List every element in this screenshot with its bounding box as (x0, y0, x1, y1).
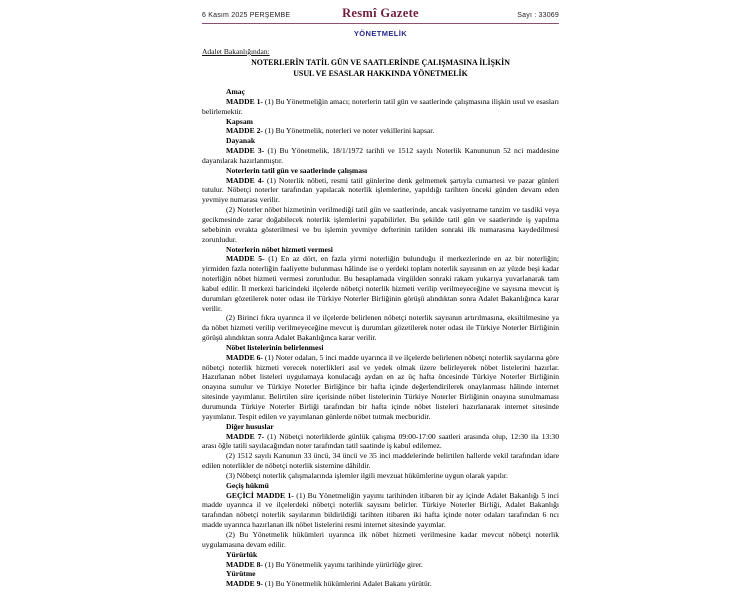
masthead-title: Resmî Gazete (342, 6, 419, 20)
article-paragraph: MADDE 7- (1) Nöbetçi noterliklerde günlük çalışma 09:00-17:00 saatleri arasında olup, 12:30 ila 13:30 arası öğle tatili sayılacağından noter tarafından tatil saatinde iş kabul edilemez. (202, 431, 559, 451)
article-number-lead: MADDE 2- (226, 126, 263, 136)
issue-number: Sayı : 33069 (517, 12, 559, 19)
article-number-lead: MADDE 4- (226, 175, 265, 185)
article-heading: Nöbet listelerinin belirlenmesi (226, 342, 324, 352)
content-column (202, 6, 559, 589)
article-paragraph: (2) Birinci fıkra uyarınca il ve ilçelerde belirlenen nöbetçi noterlik sayısının artırılmasına, eksiltilmesine ya da nöbet hizmeti verilip verilmeyeceğine mevcut iş durumları gözetilerek noter odası ile Türkiye Noterler Birliğinin görüşü alındıktan sonra Adalet Bakanlığınca karar verilir. (202, 313, 559, 343)
section-banner: YÖNETMELİK (353, 29, 408, 38)
article-paragraph: (2) Bu Yönetmelik hükümleri uyarınca ilk nöbet hizmeti verilmesine kadar mevcut nöbetçi noterlik uygulamasına devam edilir. (202, 529, 559, 549)
article-heading: Yürütme (226, 569, 256, 579)
article-number-lead: MADDE 7- (226, 431, 265, 441)
article-number-lead: GEÇİCİ MADDE 1- (226, 490, 294, 500)
article-number-lead: MADDE 9- (226, 579, 263, 589)
issuing-authority: Adalet Bakanlığından: (202, 47, 270, 56)
article-paragraph: MADDE 5- (1) En az dört, en fazla yirmi noterliğin bulunduğu il merkezlerinde en az bir noterliğin; yirmiden fazla noterliğin faaliyette bulunması hâlinde ise o yerdeki toplam noterlik sayısının en az yüzde beşi kadar noterliğin nöbet hizmeti vermesi zorunludur. Bu hesaplamada virgülden sonraki rakam yukarıya yuvarlanarak tam kabul edilir. İl merkezi haricindeki ilçelerde nöbetçi noterlik hizmeti verilip verilmeyeceğine ve sayısına mevcut iş durumları gözetilerek noter odası ile Türkiye Noterler Birliğinin görüşü alındıktan sonra Adalet Bakanlığınca karar verilir. (202, 254, 559, 313)
article-paragraph: MADDE 3- (1) Bu Yönetmelik, 18/1/1972 tarihli ve 1512 sayılı Noterlik Kanununun 52 nci maddesine dayanılarak hazırlanmıştır. (202, 146, 559, 165)
article-paragraph: MADDE 6- (1) Noter odaları, 5 inci madde uyarınca il ve ilçelerde belirlenen nöbetçi noterlik sayılarına göre nöbetçi noterlik hizmeti verecek noterlikleri asıl ve yedek olmak üzere belirleyerek nöbet listelerini hazırlar. Hazırlanan nöbet listeleri uygulamaya konulacağı aydan en az üç hafta öncesinde Türkiye Noterler Birliğinin onayına sunulur ve Türkiye Noterler Birliğince bir hafta içinde değerlendirilerek onaylanması hâlinde internet sitesinde yayımlanır. Belirtilen süre içerisinde nöbet listelerinin Türkiye Noterler Birliğinin onayına sunulmaması durumunda Türkiye Noterler Birliği tarafından bir hafta içinde nöbet listeleri hazırlanarak internet sitesinde yayımlanır. Tespit edilen ve yayımlanan günlerde nöbet tutmak mecburidir. (202, 352, 559, 421)
article-paragraph: (3) Nöbetçi noterlik çalışmalarında işlemler ilgili mevzuat hükümlerine uygun olarak yapılır. (226, 470, 508, 480)
article-paragraph: (2) Noterler nöbet hizmetinin verilmediği tatil gün ve saatlerinde, ancak vasiyetname tanzim ve tasdiki veya gecikmesinde zarar doğabilecek noterlik işlemlerini yapabilirler. Bu şekilde tatil gün ve saatlerinde iş yapılma sebebinin evrakta gösterilmesi ve bu işlemin yevmiye defterinin tatilden sonraki ilk numarasına kaydedilmesi zorunludur. (202, 205, 559, 244)
document-body (202, 87, 559, 589)
publication-date: 6 Kasım 2025 PERŞEMBE (202, 12, 291, 19)
regulation-title (202, 57, 559, 79)
article-number-lead: MADDE 8- (226, 559, 263, 569)
article-heading: Amaç (226, 87, 245, 96)
article-heading: Noterlerin tatil gün ve saatlerinde çalışması (226, 165, 368, 175)
article-paragraph: MADDE 1- (1) Bu Yönetmeliğin amacı; noterlerin tatil gün ve saatlerinde çalışmasına ilişkin usul ve esasları belirlemektir. (202, 96, 559, 116)
article-paragraph: MADDE 9- (1) Bu Yönetmelik hükümlerini Adalet Bakanı yürütür. (226, 579, 432, 589)
article-paragraph: MADDE 2- (1) Bu Yönetmelik, noterleri ve noter vekillerini kapsar. (226, 126, 435, 136)
gazette-header (202, 6, 559, 24)
article-paragraph: (2) 1512 sayılı Kanunun 33 üncü, 34 üncü ve 35 inci maddelerinde belirtilen hallerde vekil tarafından idare edilen noterlikler de nöbetçi noterlik sistemine dâhildir. (202, 451, 559, 471)
article-number-lead: MADDE 6- (226, 352, 263, 362)
article-paragraph: MADDE 8- (1) Bu Yönetmelik yayımı tarihinde yürürlüğe girer. (226, 559, 423, 569)
article-number-lead: MADDE 1- (226, 96, 263, 106)
article-number-lead: MADDE 3- (226, 146, 265, 156)
article-heading: Noterlerin nöbet hizmeti vermesi (226, 244, 333, 254)
article-paragraph: GEÇİCİ MADDE 1- (1) Bu Yönetmeliğin yayımı tarihinden itibaren bir ay içinde Adalet Bakanlığı 5 inci madde uyarınca il ve ilçelerdeki nöbetçi noterlik sayısını belirler. Türkiye Noterler Birliği, Adalet Bakanlığı tarafından nöbetçi noterlik sayılarının bildirildiği tarihten itibaren iki hafta içinde noter odaları tarafından 6 ncı madde uyarınca hazırlanan ilk nöbet listelerini resmi internet sitesinde yayımlar. (202, 490, 559, 530)
article-paragraph: MADDE 4- (1) Noterlik nöbeti, resmi tatil günlerine denk gelmemek şartıyla cumartesi ve pazar günleri tutulur. Nöbetçi noterler tarafından yapılacak noterlik işlemlerine, yapıldığı tarihten önceki günden devam eden yevmiye numarası verilir. (202, 175, 559, 205)
article-number-lead: MADDE 5- (226, 254, 265, 264)
article-heading: Yürürlük (226, 549, 258, 559)
article-heading: Dayanak (226, 136, 256, 146)
article-heading: Geçiş hükmü (226, 480, 269, 490)
regulation-title-line2: USUL VE ESASLAR HAKKINDA YÖNETMELİK (293, 69, 468, 78)
regulation-title-line1: NOTERLERİN TATİL GÜN VE SAATLERİNDE ÇALIŞMASINA İLİŞKİN (251, 58, 510, 67)
article-heading: Kapsam (226, 116, 254, 126)
article-heading: Diğer hususlar (226, 421, 274, 431)
